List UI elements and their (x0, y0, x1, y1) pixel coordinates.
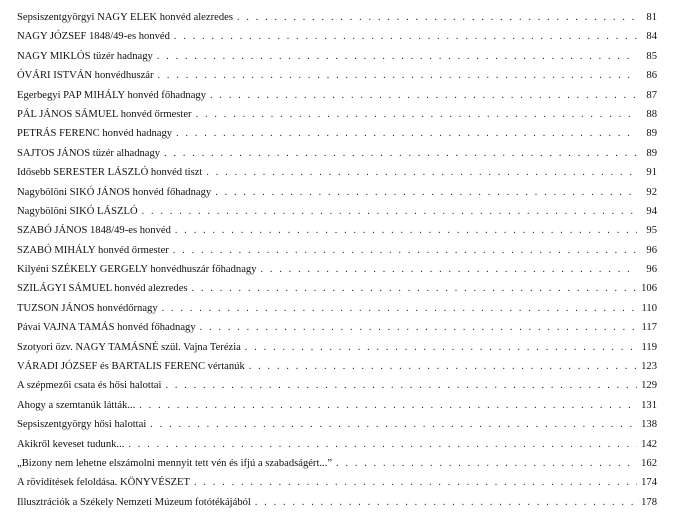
toc-entry[interactable] (17, 493, 657, 512)
toc-entry-title: Idősebb SERESTER LÁSZLÓ honvéd tiszt (17, 167, 203, 179)
toc-page-number: 86 (646, 70, 657, 82)
toc-entry-title: Egerbegyi PAP MIHÁLY honvéd főhadnagy (17, 89, 207, 101)
toc-entry[interactable] (17, 105, 657, 124)
toc-entry-title: NAGY JÓZSEF 1848/49-es honvéd (17, 31, 170, 43)
toc-dot-leader (194, 473, 637, 492)
table-of-contents (17, 8, 657, 512)
toc-dot-leader (336, 454, 637, 473)
toc-entry[interactable] (17, 183, 657, 202)
toc-dot-leader (128, 435, 637, 454)
toc-entry-title: PÁL JÁNOS SÁMUEL honvéd őrmester (17, 108, 192, 120)
toc-entry-title: SZILÁGYI SÁMUEL honvéd alezredes (17, 283, 188, 295)
toc-entry[interactable] (17, 299, 657, 318)
toc-entry-title: VÁRADI JÓZSEF és BARTALIS FERENC vértanúk (17, 361, 245, 373)
toc-entry[interactable] (17, 454, 657, 473)
toc-entry-title: Szotyori özv. NAGY TAMÁSNÉ szül. Vajna Terézia (17, 341, 241, 353)
toc-page-number: 131 (641, 399, 657, 411)
toc-page-number: 89 (646, 128, 657, 140)
toc-page-number: 88 (646, 108, 657, 120)
toc-dot-leader (164, 144, 637, 163)
toc-entry[interactable] (17, 338, 657, 357)
toc-entry[interactable] (17, 221, 657, 240)
toc-page-number: 91 (646, 167, 657, 179)
toc-entry-title: Nagybölöni SIKÓ JÁNOS honvéd főhadnagy (17, 186, 212, 198)
toc-dot-leader (174, 27, 637, 46)
toc-entry[interactable] (17, 66, 657, 85)
toc-page-number: 129 (641, 380, 657, 392)
toc-page-number: 92 (646, 186, 657, 198)
toc-entry[interactable] (17, 396, 657, 415)
toc-page-number: 162 (641, 457, 657, 469)
toc-page-number: 106 (641, 283, 657, 295)
toc-entry-title: Ahogy a szemtanúk látták... (17, 399, 136, 411)
toc-entry-title: SZABÓ JÁNOS 1848/49-es honvéd (17, 225, 171, 237)
toc-page-number: 87 (646, 89, 657, 101)
toc-dot-leader (249, 357, 637, 376)
toc-page-number: 117 (641, 322, 657, 334)
toc-page-number: 84 (646, 31, 657, 43)
toc-dot-leader (158, 66, 637, 85)
toc-page-number: 110 (641, 302, 657, 314)
toc-dot-leader (165, 376, 637, 395)
toc-page-number: 85 (646, 50, 657, 62)
toc-entry[interactable] (17, 163, 657, 182)
toc-page-number: 174 (641, 477, 657, 489)
toc-page-number: 123 (641, 361, 657, 373)
toc-dot-leader (245, 338, 637, 357)
toc-dot-leader (173, 241, 637, 260)
toc-page-number: 142 (641, 438, 657, 450)
toc-entry[interactable] (17, 318, 657, 337)
toc-entry[interactable] (17, 27, 657, 46)
toc-entry[interactable] (17, 8, 657, 27)
toc-page-number: 96 (646, 264, 657, 276)
toc-dot-leader (157, 47, 637, 66)
toc-entry[interactable] (17, 47, 657, 66)
toc-entry-title: A rövidítések feloldása. KÖNYVÉSZET (17, 477, 190, 489)
toc-entry-title: Illusztrációk a Székely Nemzeti Múzeum fotótékájából (17, 496, 251, 508)
toc-entry-title: „Bizony nem lehetne elszámolni mennyit tett vén és ifjú a szabadságért...” (17, 457, 333, 469)
toc-entry[interactable] (17, 376, 657, 395)
toc-entry-title: Sepsiszentgyörgy hősi halottai (17, 419, 147, 431)
toc-dot-leader (196, 105, 637, 124)
toc-entry[interactable] (17, 357, 657, 376)
toc-entry-title: Pávai VAJNA TAMÁS honvéd főhadnagy (17, 322, 196, 334)
toc-page-number: 96 (646, 244, 657, 256)
toc-entry[interactable] (17, 144, 657, 163)
toc-entry[interactable] (17, 473, 657, 492)
toc-entry[interactable] (17, 260, 657, 279)
toc-dot-leader (215, 183, 637, 202)
toc-dot-leader (176, 124, 637, 143)
toc-entry-title: PETRÁS FERENC honvéd hadnagy (17, 128, 173, 140)
toc-page-number: 138 (641, 419, 657, 431)
toc-page-number: 178 (641, 496, 657, 508)
toc-dot-leader (255, 493, 637, 512)
toc-entry-title: SAJTOS JÁNOS tüzér alhadnagy (17, 147, 161, 159)
toc-dot-leader (142, 202, 637, 221)
toc-entry-title: NAGY MIKLÓS tüzér hadnagy (17, 50, 153, 62)
toc-entry[interactable] (17, 415, 657, 434)
toc-entry[interactable] (17, 124, 657, 143)
toc-entry-title: Akikről keveset tudunk... (17, 438, 125, 450)
toc-page-number: 94 (646, 205, 657, 217)
toc-page-number: 119 (641, 341, 657, 353)
toc-entry-title: ÓVÁRI ISTVÁN honvédhuszár (17, 70, 154, 82)
toc-entry-title: A szépmezői csata és hősi halottai (17, 380, 162, 392)
toc-entry[interactable] (17, 86, 657, 105)
toc-dot-leader (210, 86, 637, 105)
toc-dot-leader (200, 318, 637, 337)
toc-page-number: 81 (646, 12, 657, 23)
toc-dot-leader (139, 396, 637, 415)
toc-entry-title: Kilyéni SZÉKELY GERGELY honvédhuszár főhadnagy (17, 264, 257, 276)
toc-dot-leader (206, 163, 637, 182)
toc-dot-leader (162, 299, 637, 318)
toc-entry-title: TUZSON JÁNOS honvédőrnagy (17, 302, 158, 314)
toc-entry[interactable] (17, 241, 657, 260)
toc-entry-title: Sepsiszentgyörgyi NAGY ELEK honvéd alezredes (17, 12, 233, 23)
toc-page-number: 95 (646, 225, 657, 237)
toc-entry[interactable] (17, 435, 657, 454)
toc-dot-leader (192, 279, 637, 298)
toc-dot-leader (175, 221, 637, 240)
toc-dot-leader (237, 8, 637, 27)
toc-entry-title: SZABÓ MIHÁLY honvéd őrmester (17, 244, 169, 256)
toc-entry-title: Nagybölöni SIKÓ LÁSZLÓ (17, 205, 138, 217)
toc-dot-leader (261, 260, 637, 279)
toc-entry[interactable] (17, 279, 657, 298)
toc-dot-leader (150, 415, 637, 434)
toc-page-number: 89 (646, 147, 657, 159)
toc-entry[interactable] (17, 202, 657, 221)
